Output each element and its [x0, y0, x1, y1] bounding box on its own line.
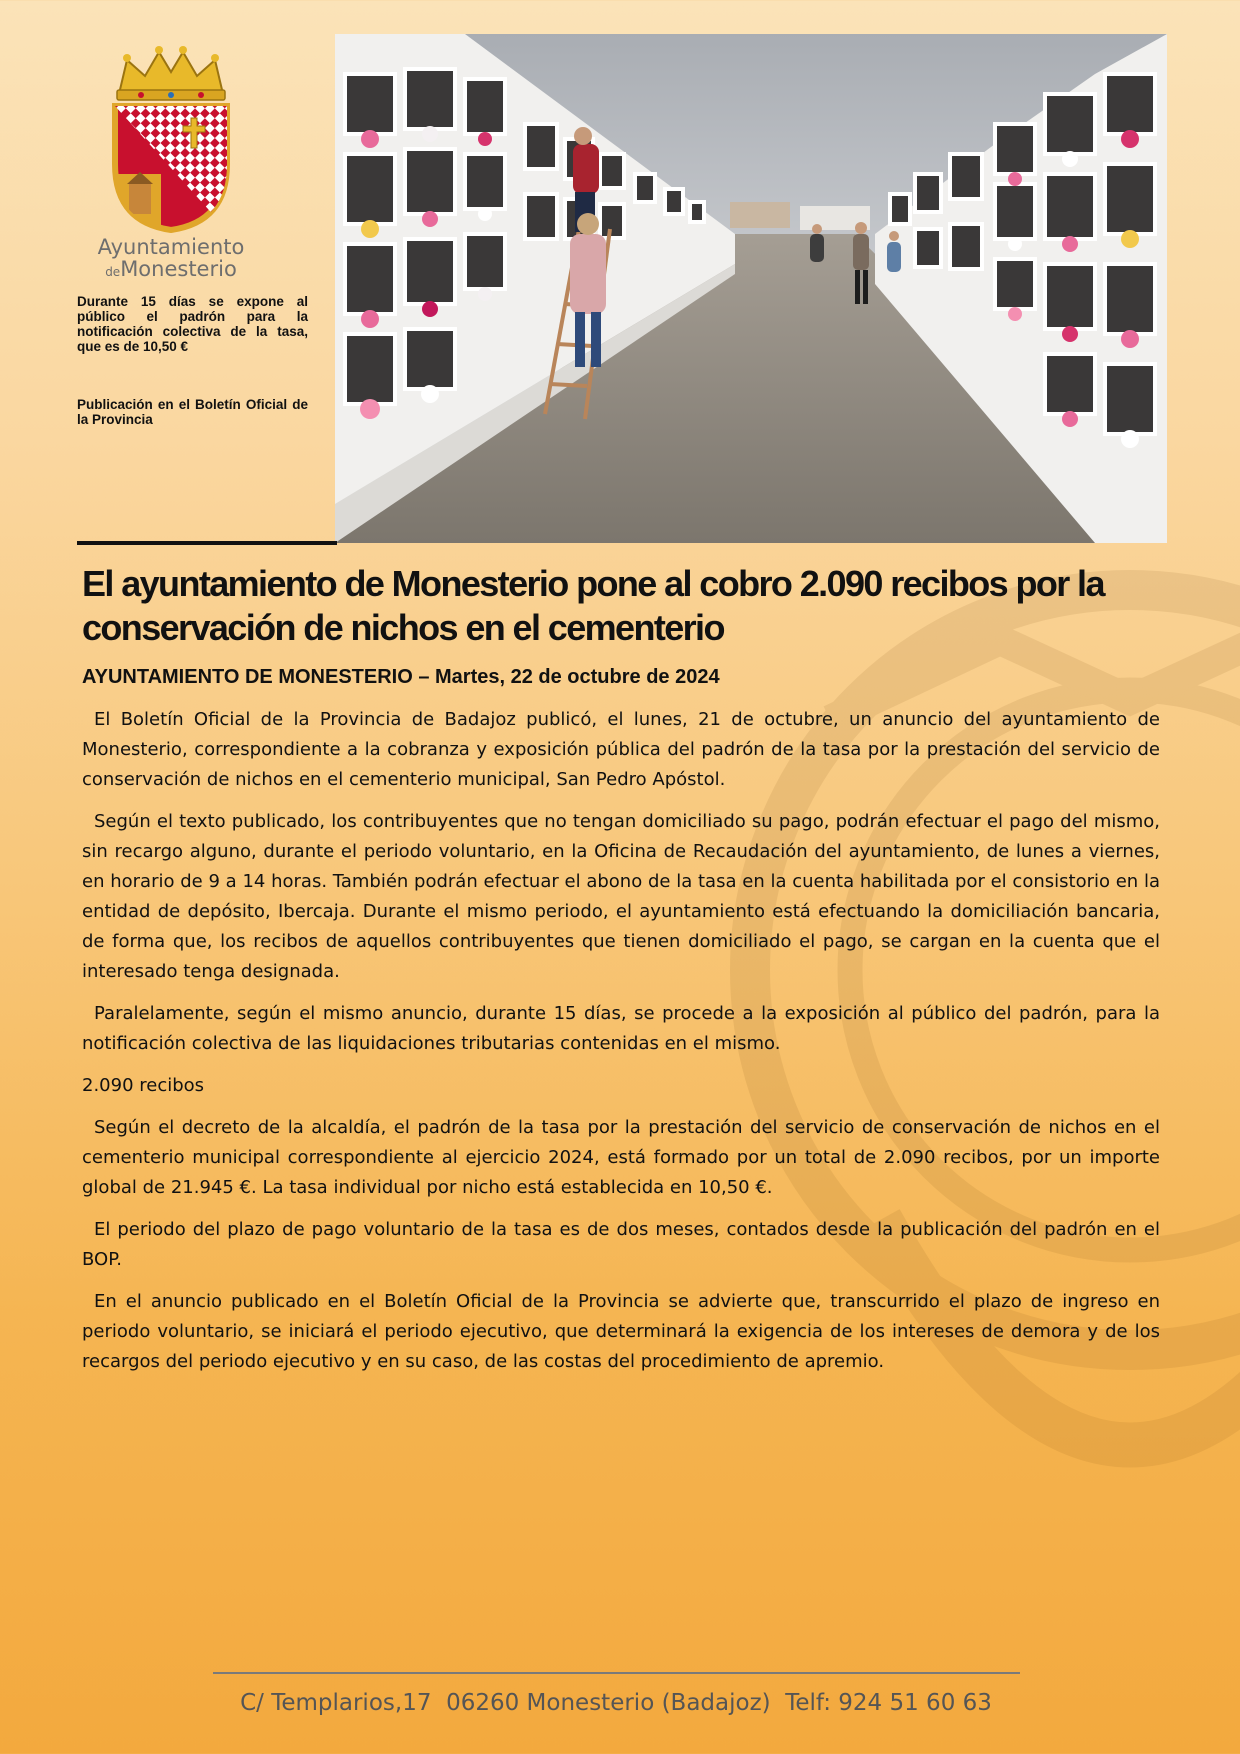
footer-divider [213, 1672, 1020, 1674]
article-paragraph: En el anuncio publicado en el Boletín Oficial de la Provincia se advierte que, transcurrido el plazo de ingreso en periodo voluntario, se iniciará el periodo ejecutivo, que determinará la exigencia de los intereses de demora y de los recargos del periodo ejecutivo y en su caso, de las costas del procedimiento de apremio. [82, 1291, 1160, 1372]
logo-name-line2: Monesterio [120, 257, 237, 282]
footer-address: C/ Templarios,17 06260 Monesterio (Badajoz) Telf: 924 51 60 63 [240, 1690, 992, 1716]
article-paragraph: El Boletín Oficial de la Provincia de Badajoz publicó, el lunes, 21 de octubre, un anuncio del ayuntamiento de Monesterio, correspondiente a la cobranza y exposición pública del padrón de la tasa por la prestación del servicio de conservación de nichos en el cementerio municipal, San Pedro Apóstol. [82, 709, 1160, 790]
coat-of-arms-icon [101, 44, 241, 234]
logo-name-line1: Ayuntamiento [97, 235, 245, 259]
logo-name-de: de [105, 265, 121, 280]
sidebar-note-publication: Publicación en el Boletín Oficial de la Provincia [77, 397, 308, 427]
section-divider [77, 541, 337, 545]
article-byline: AYUNTAMIENTO DE MONESTERIO – Martes, 22 de octubre de 2024 [82, 666, 720, 688]
article-body [82, 705, 1160, 1389]
article-subheading: 2.090 recibos [82, 1075, 205, 1096]
article-title: El ayuntamiento de Monesterio pone al cobro 2.090 recibos por la conservación de nichos en el cementerio [82, 563, 1104, 648]
article-paragraph: Según el decreto de la alcaldía, el padrón de la tasa por la prestación del servicio de conservación de nichos en el cementerio municipal correspondiente al ejercicio 2024, está formado por un total de 2.090 recibos, por un importe global de 21.945 €. La tasa individual por nicho está establecida en 10,50 €. [82, 1117, 1160, 1198]
article-paragraph: Paralelamente, según el mismo anuncio, durante 15 días, se procede a la exposición al público del padrón, para la notificación colectiva de las liquidaciones tributarias contenidas en el mismo. [82, 1003, 1160, 1054]
cemetery-photo [335, 34, 1167, 543]
article-paragraph: El periodo del plazo de pago voluntario de la tasa es de dos meses, contados desde la publicación del padrón en el BOP. [82, 1219, 1160, 1270]
municipality-logo [82, 44, 260, 280]
article-paragraph: Según el texto publicado, los contribuyentes que no tengan domiciliado su pago, podrán efectuar el pago del mismo, sin recargo alguno, durante el periodo voluntario, en la Oficina de Recaudación del ayuntamiento, de lunes a viernes, en horario de 9 a 14 horas. También podrán efectuar el abono de la tasa en la cuenta habilitada por el consistorio en la entidad de depósito, Ibercaja. Durante el mismo periodo, el ayuntamiento está efectuando la domiciliación bancaria, de forma que, los recibos de aquellos contribuyentes que tienen domiciliado el pago, se cargan en la cuenta que el interesado tenga designada. [82, 811, 1160, 982]
sidebar-note-fee: Durante 15 días se expone al público el padrón para la notificación colectiva de la tasa, que es de 10,50 € [77, 294, 308, 354]
